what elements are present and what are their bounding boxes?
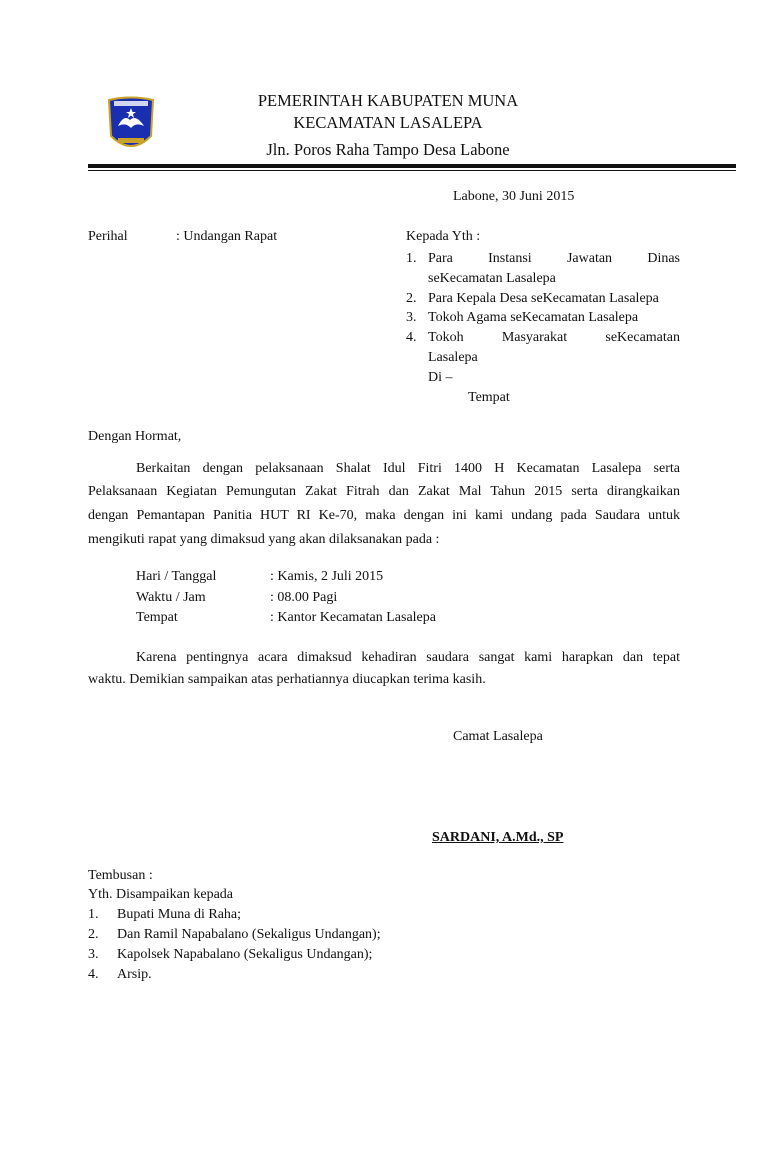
regency-logo	[106, 96, 156, 154]
recipient-di: Di –	[428, 370, 453, 385]
recipient-item: seKecamatan Lasalepa	[428, 271, 556, 286]
signature-name: SARDANI, A.Md., SP	[432, 830, 564, 845]
detail-label: Hari / Tanggal	[136, 569, 217, 584]
header-government: PEMERINTAH KABUPATEN MUNA	[257, 91, 519, 110]
cc-item: Arsip.	[117, 967, 152, 982]
subject-value: : Undangan Rapat	[176, 229, 278, 244]
header-district: KECAMATAN LASALEPA	[293, 113, 483, 132]
paragraph-1-line: Pelaksanaan Kegiatan Pemungutan Zakat Fitrah dan Zakat Mal Tahun 2015 serta dirangkaikan	[88, 484, 680, 499]
paragraph-1-line: dengan Pemantapan Panitia HUT RI Ke-70, maka dengan ini kami undang pada Saudara untuk	[88, 508, 680, 523]
cc-number: 1.	[88, 907, 99, 922]
recipient-tempat: Tempat	[468, 390, 510, 405]
paragraph-2-line: waktu. Demikian sampaikan atas perhatiannya diucapkan terima kasih.	[88, 672, 486, 687]
greeting: Dengan Hormat,	[88, 429, 182, 444]
header-address: Jln. Poros Raha Tampo Desa Labone	[266, 140, 510, 159]
cc-item: Dan Ramil Napabalano (Sekaligus Undangan);	[117, 927, 381, 942]
recipient-item: Tokoh Agama seKecamatan Lasalepa	[428, 310, 639, 325]
recipient-item: Para Kepala Desa seKecamatan Lasalepa	[428, 291, 659, 306]
cc-item: Kapolsek Napabalano (Sekaligus Undangan);	[117, 947, 373, 962]
signature-title: Camat Lasalepa	[453, 729, 543, 744]
paragraph-1-line: Berkaitan dengan pelaksanaan Shalat Idul Fitri 1400 H Kecamatan Lasalepa serta	[136, 461, 680, 476]
detail-value: : Kamis, 2 Juli 2015	[270, 569, 384, 584]
recipient-item: Para Instansi Jawatan Dinas	[428, 251, 680, 266]
recipient-item: Lasalepa	[428, 350, 478, 365]
recipient-number: 2.	[406, 291, 417, 306]
letter-date: Labone, 30 Juni 2015	[453, 189, 575, 204]
cc-intro: Yth. Disampaikan kepada	[88, 887, 234, 902]
detail-value: : 08.00 Pagi	[270, 590, 338, 605]
cc-number: 2.	[88, 927, 99, 942]
cc-number: 4.	[88, 967, 99, 982]
header-rule-thick	[88, 164, 736, 168]
cc-number: 3.	[88, 947, 99, 962]
detail-label: Tempat	[136, 610, 178, 625]
recipient-number: 3.	[406, 310, 417, 325]
recipient-number: 1.	[406, 251, 417, 266]
subject-label: Perihal	[88, 229, 128, 244]
recipient-number: 4.	[406, 330, 417, 345]
recipient-item: Tokoh Masyarakat seKecamatan	[428, 330, 680, 345]
header-rule-thin	[88, 170, 736, 171]
paragraph-1-line: mengikuti rapat yang dimaksud yang akan dilaksanakan pada :	[88, 532, 440, 547]
recipients-heading: Kepada Yth :	[406, 229, 481, 244]
cc-item: Bupati Muna di Raha;	[117, 907, 242, 922]
cc-heading: Tembusan :	[88, 868, 153, 883]
detail-label: Waktu / Jam	[136, 590, 206, 605]
paragraph-2-line: Karena pentingnya acara dimaksud kehadiran saudara sangat kami harapkan dan tepat	[136, 650, 680, 665]
detail-value: : Kantor Kecamatan Lasalepa	[270, 610, 436, 625]
